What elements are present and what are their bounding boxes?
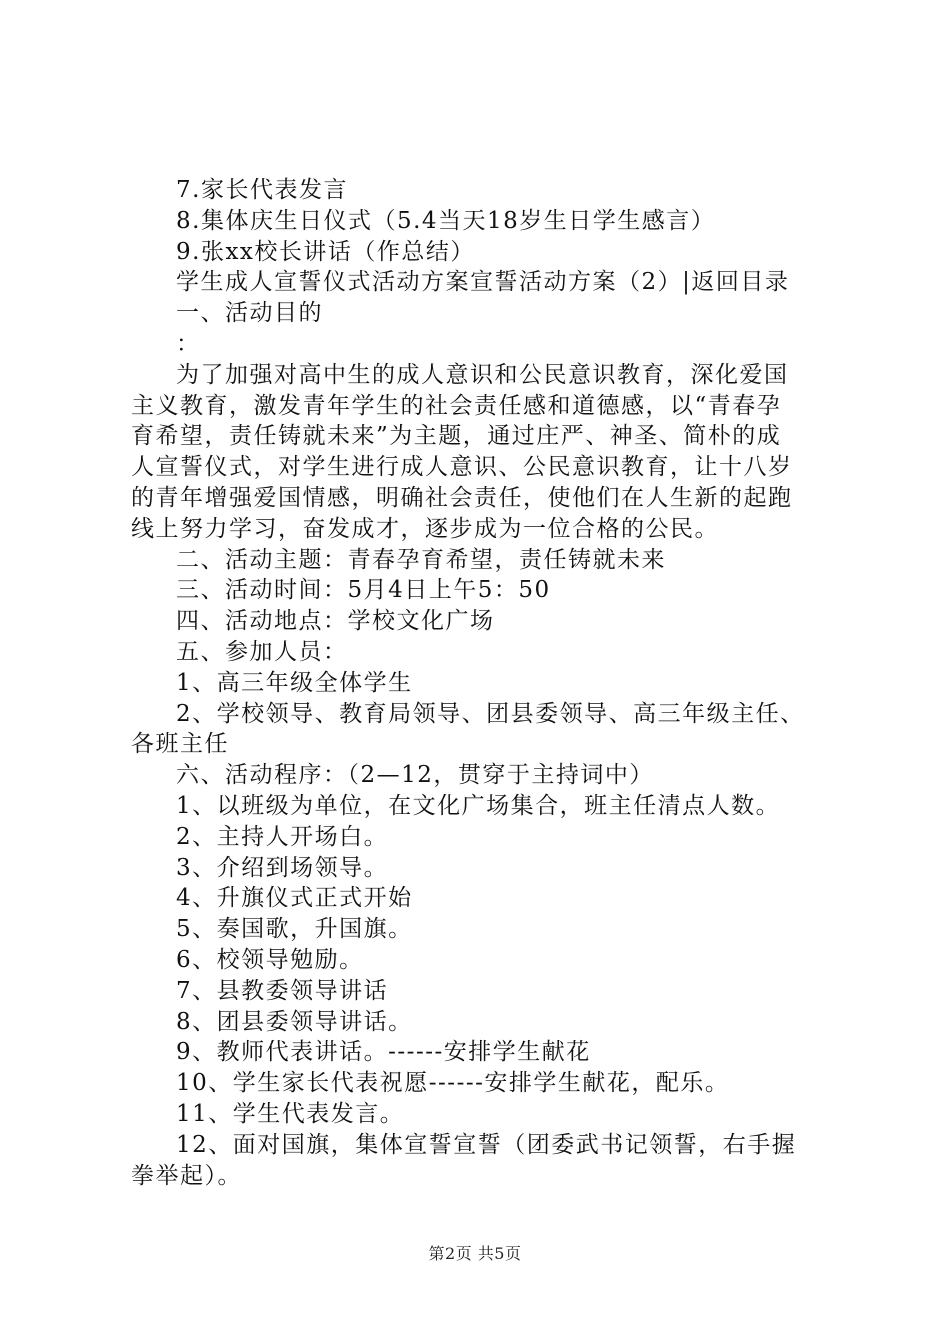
text-line: ：	[176, 330, 201, 357]
text-line: 2、学校领导、教育局领导、团县委领导、高三年级主任、	[176, 700, 805, 727]
text-line: 1、以班级为单位，在文化广场集合，班主任清点人数。	[176, 792, 781, 819]
text-line: 7.家长代表发言	[176, 177, 348, 203]
text-line: 一、活动目的	[176, 300, 323, 327]
text-line: 为了加强对高中生的成人意识和公民意识教育，深化爱国	[176, 361, 789, 388]
text-line: 育希望，责任铸就未来”为主题，通过庄严、神圣、简朴的成	[131, 423, 782, 450]
text-line: 4、升旗仪式正式开始	[176, 885, 413, 912]
text-line: 9.张xx校长讲话（作总结）	[176, 238, 475, 265]
text-line: 二、活动主题：青春孕育希望，责任铸就未来	[176, 546, 666, 573]
text-line: 拳举起）。	[131, 1162, 242, 1189]
document-body	[131, 175, 835, 1191]
text-line: 四、活动地点：学校文化广场	[176, 608, 495, 635]
text-line: 的青年增强爱国情感，明确社会责任，使他们在人生新的起跑	[131, 484, 793, 511]
text-line: 学生成人宣誓仪式活动方案宣誓活动方案（2）|返回目录	[176, 269, 790, 296]
page-footer: 第2页 共5页	[428, 1244, 522, 1263]
text-line: 9、教师代表讲话。------安排学生献花	[176, 1039, 591, 1066]
text-line: 8.集体庆生日仪式（5.4当天18岁生日学生感言）	[176, 207, 716, 234]
text-line: 3、介绍到场领导。	[176, 854, 389, 881]
text-line: 线上努力学习，奋发成才，逐步成为一位合格的公民。	[131, 515, 719, 542]
text-line: 三、活动时间：5月4日上午5：50	[176, 577, 551, 604]
text-line: 1、高三年级全体学生	[176, 669, 413, 696]
text-line: 主义教育，激发青年学生的社会责任感和道德感，以“青春孕	[131, 392, 782, 419]
text-line: 12、面对国旗，集体宣誓宣誓（团委武书记领誓，右手握	[176, 1131, 797, 1158]
text-line: 五、参加人员：	[176, 638, 348, 665]
text-line: 11、学生代表发言。	[176, 1100, 405, 1127]
text-line: 10、学生家长代表祝愿------安排学生献花，配乐。	[176, 1070, 730, 1097]
text-line: 7、县教委领导讲话	[176, 977, 389, 1004]
text-line: 人宣誓仪式，对学生进行成人意识、公民意识教育，让十八岁	[131, 454, 793, 481]
text-line: 六、活动程序：（2—12，贯穿于主持词中）	[176, 762, 654, 789]
text-line: 6、校领导勉励。	[176, 946, 364, 973]
text-line: 2、主持人开场白。	[176, 823, 389, 850]
text-line: 8、团县委领导讲话。	[176, 1008, 413, 1035]
text-line: 5、奏国歌，升国旗。	[176, 916, 413, 943]
text-line: 各班主任	[131, 731, 229, 758]
